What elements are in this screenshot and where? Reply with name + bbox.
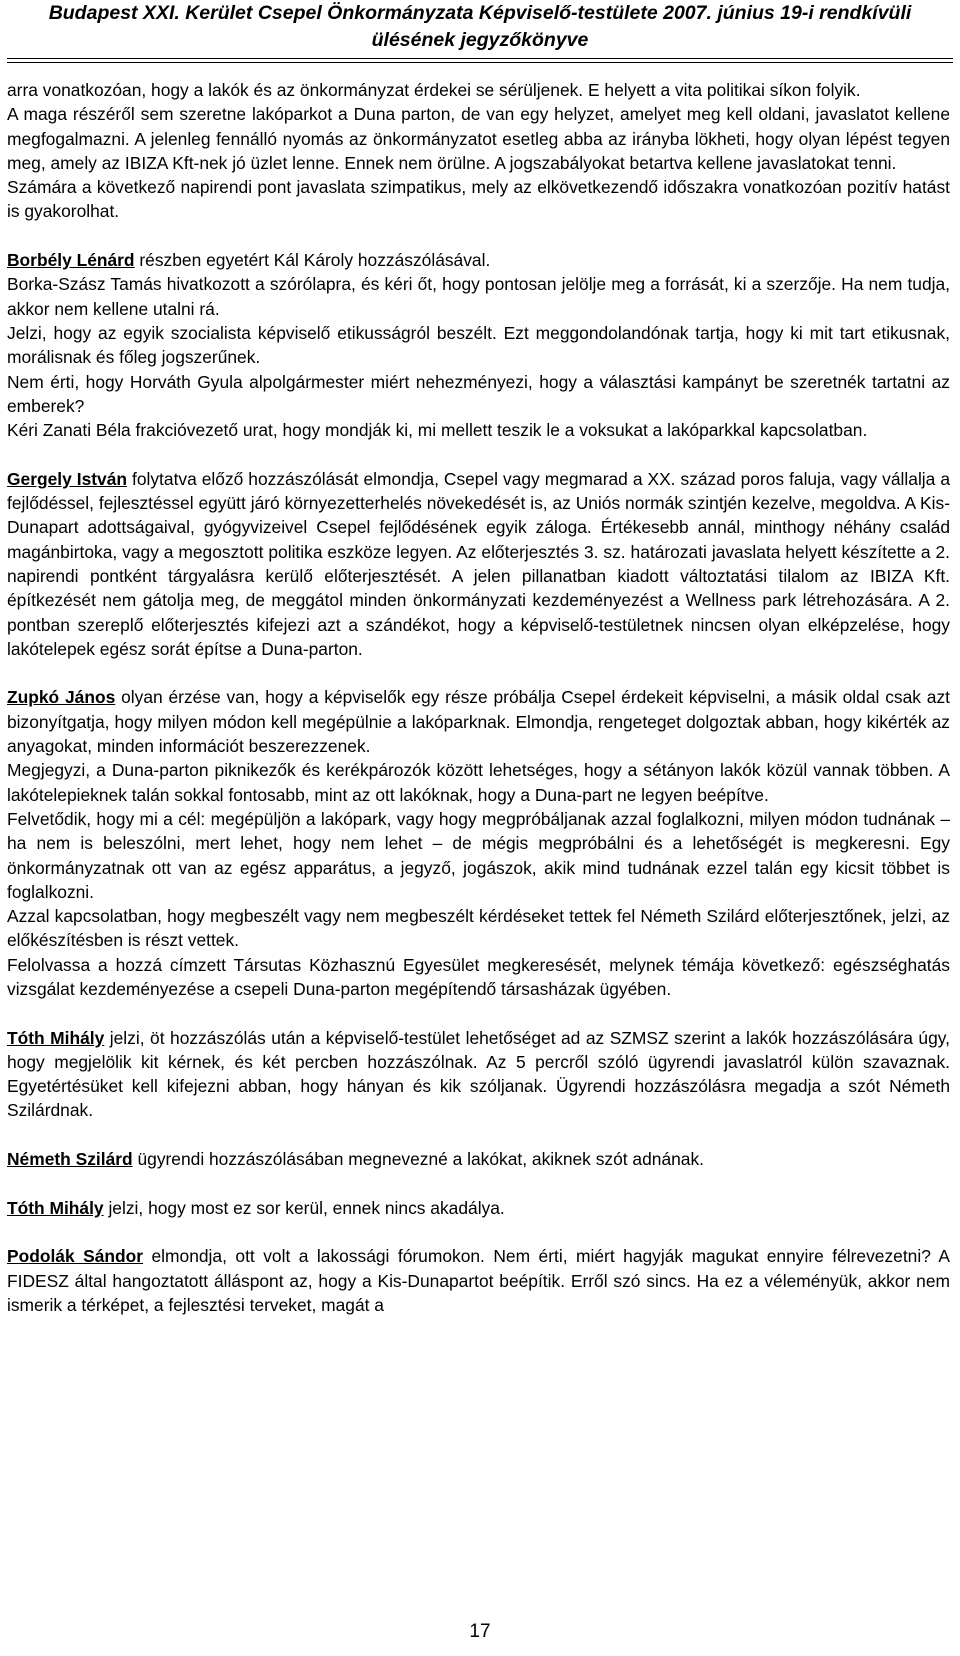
speech-text: jelzi, hogy most ez sor kerül, ennek nincs akadálya. — [103, 1197, 505, 1218]
speech-text: elmondja, ott volt a lakossági fórumokon. Nem érti, miért hagyják magukat ennyire félrevezetni? A FIDESZ által hangoztatott álláspont az, hogy a Kis-Dunapartot beépítik. Erről szó sincs. Ha ez a véleményük, akkor nem ismerik a térképet, a fejlesztési terveket, magát a — [7, 1246, 950, 1315]
speech-text: ügyrendi hozzászólásában megnevezné a lakókat, akiknek szót adnának. — [132, 1149, 704, 1170]
body-paragraph: A maga részéről sem szeretne lakóparkot a Duna parton, de van egy helyzet, amelyet meg kell oldani, javaslatot kellene megfogalmazni. A jelenleg fennálló nyomás az önkormányzatot esetleg abba az irányba lökheti, hogy olyan lépést tegyen meg, amely az IBIZA Kft-nek jó üzlet lenne. Ennek nem örülne. A jogszabályokat betartva kellene javaslatokat tenni. — [7, 104, 950, 173]
speech-zupko — [7, 685, 950, 758]
speech-text: jelzi, öt hozzászólás után a képviselő-testület lehetőséget ad az SZMSZ szerint a lakók hozzászólására úgy, hogy megjelölik kit kérnek, és két percben hozzászólnak. Az 5 percről szóló ügyrendi javaslatról külön szavaznak. Egyetértésüket kell kifejezni abban, hogy hányan és kik szóljanak. Ügyrendi hozzászólásra megadja a szót Németh Szilárdnak. — [7, 1027, 951, 1121]
speech-text: olyan érzése van, hogy a képviselők egy része próbálja Csepel érdekeit képviselni, a másik oldal csak azt bizonyítgatja, hogy milyen módon kell megépülnie a lakóparknak. Elmondja, rengeteget dolgoztak abban, hogy kikérték az anyagokat, minden információt beszerezzenek. — [7, 687, 950, 757]
speech-nemeth — [7, 1147, 950, 1171]
speaker-name: Németh Szilárd — [7, 1149, 133, 1170]
speech-borbely — [7, 248, 950, 272]
page-number: 17 — [469, 1621, 491, 1642]
body-paragraph: Felolvassa a hozzá címzett Társutas Közhasznú Egyesület megkeresését, melynek témája következő: egészséghatás vizsgálat kezdeményezése a csepeli Duna-parton megépítendő társasházak ügyében. — [7, 954, 950, 999]
header-rule — [7, 58, 953, 59]
speaker-name: Tóth Mihály — [7, 1027, 105, 1048]
document-header — [0, 0, 960, 54]
body-paragraph: Számára a következő napirendi pont javaslata szimpatikus, mely az elkövetkezendő időszakra vonatkozóan pozitív hatást is gyakorolhat. — [7, 177, 950, 222]
speech-toth-1 — [7, 1026, 950, 1123]
body-paragraph: Jelzi, hogy az egyik szocialista képviselő etikusságról beszélt. Ezt meggondolandónak tartja, hogy ki mit tart etikusnak, morálisnak és főleg jogszerűnek. — [7, 322, 950, 368]
header-rule-2 — [7, 62, 953, 63]
body-paragraph: Felvetődik, hogy mi a cél: megépüljön a lakópark, vagy hogy megpróbáljanak azzal foglalkozni, milyen módon tudnának – ha nem is beleszólni, mert lehet, hogy nem lehet – de mégis megpróbálni és a lehetőségét is megkeresni. Egy önkormányzatnak ott van az egész apparátus, a jegyző, jogászok, akik mind tudnának ezzel talán egy kicsit többet is foglalkozni. — [7, 808, 950, 902]
header-line-2: ülésének jegyzőkönyve — [371, 29, 589, 51]
body-paragraph: Azzal kapcsolatban, hogy megbeszélt vagy nem megbeszélt kérdéseket tettek fel Németh Szilárd előterjesztőnek, jelzi, az előkészítésben is részt vettek. — [7, 906, 950, 951]
speaker-name: Tóth Mihály — [7, 1197, 104, 1218]
speaker-name: Zupkó János — [7, 687, 116, 708]
body-paragraph: arra vonatkozóan, hogy a lakók és az önkormányzat érdekei se sérüljenek. E helyett a vita politikai síkon folyik. — [7, 80, 861, 100]
speaker-name: Gergely István — [7, 468, 128, 489]
speech-gergely — [7, 467, 950, 661]
speaker-name: Podolák Sándor — [7, 1246, 144, 1267]
speech-text: részben egyetért Kál Károly hozzászólásával. — [134, 250, 491, 271]
header-line-1: Budapest XXI. Kerület Csepel Önkormányzata Képviselő-testülete 2007. június 19-i rendkívüli — [48, 2, 912, 24]
body-paragraph: Megjegyzi, a Duna-parton piknikezők és kerékpározók között lehetséges, hogy a sétányon lakók közül vannak többen. A lakótelepieknek talán sokkal fontosabb, mint az ott lakóknak, hogy a Duna-part ne legyen beépítve. — [7, 760, 950, 805]
document-body — [7, 78, 950, 1317]
body-paragraph: Nem érti, hogy Horváth Gyula alpolgármester miért nehezményezi, hogy a választási kampányt be szeretnék tartatni az emberek? — [7, 371, 950, 416]
speech-podolak — [7, 1244, 950, 1317]
speaker-name: Borbély Lénárd — [7, 250, 135, 271]
speech-text: folytatva előző hozzászólását elmondja, Csepel vagy megmarad a XX. század poros faluja, vagy vállalja a fejlődéssel, fejlesztéssel együtt járó környezetterhelés növekedését is, az Uniós normák szintjén kezelve, megoldva. A Kis-Dunapart adottságaival, gyógyvizeivel Csepel fejlődésének egyik záloga. Értékesebb annál, minthogy néhány család magánbirtoka, vagy a megosztott politika eszköze legyen. Az előterjesztés 3. sz. határozati javaslata helyett készítette a 2. napirendi pontként tárgyalásra kerülő előterjesztését. A jelen pillanatban kiadott változtatási tilalom az IBIZA Kft. építkezését nem gátolja meg, de meggátol minden önkormányzati kezdeményezést a Wellness park létrehozására. A 2. pontban szereplő előterjesztés kifejezi azt a szándékot, hogy a képviselő-testületnek nincsen olyan elképzelése, hogy lakótelepek egész sorát építse a Duna-parton. — [7, 468, 950, 659]
speech-toth-2 — [7, 1196, 950, 1220]
body-paragraph: Kéri Zanati Béla frakcióvezető urat, hogy mondják ki, mi mellett teszik le a voksukat a lakóparkkal kapcsolatban. — [7, 420, 868, 441]
body-paragraph: Borka-Szász Tamás hivatkozott a szórólapra, és kéri őt, hogy pontosan jelölje meg a forrását, ki a szerzője. Ha nem tudja, akkor nem kellene utalni rá. — [7, 274, 950, 319]
